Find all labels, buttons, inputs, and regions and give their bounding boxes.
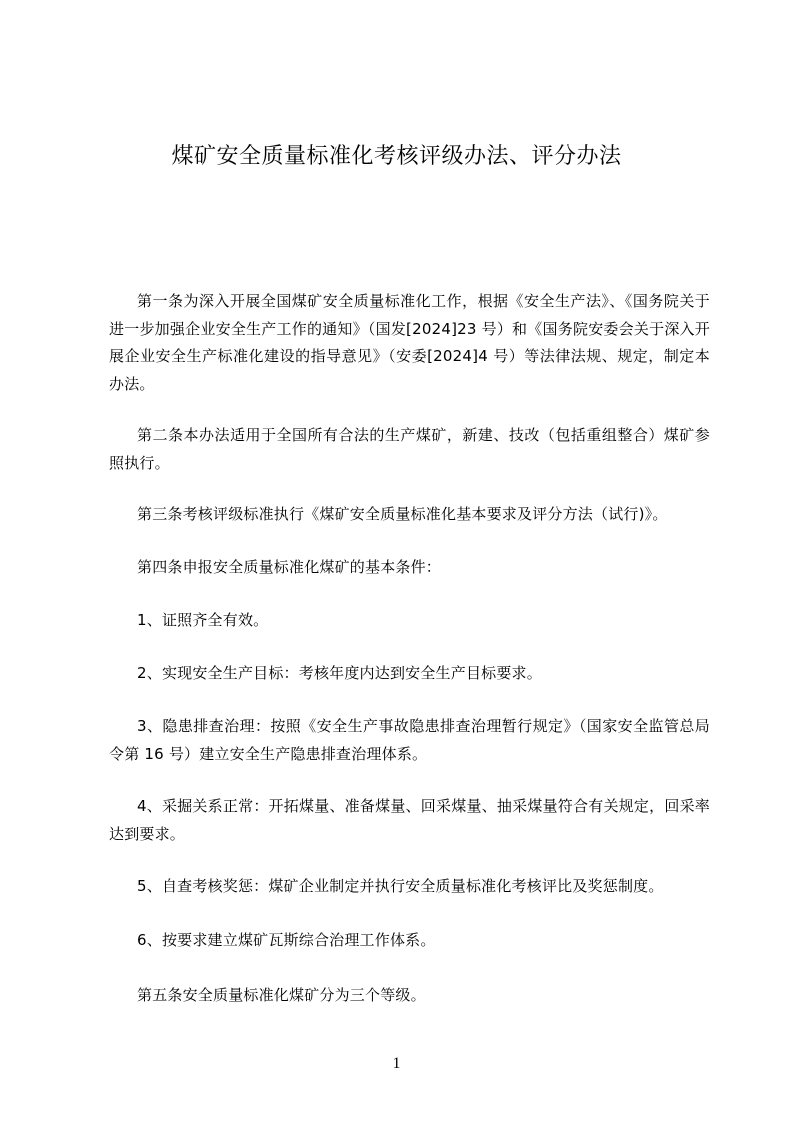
paragraph-article-3: 第三条考核评级标准执行《煤矿安全质量标准化基本要求及评分方法（试行)》。 bbox=[137, 505, 668, 523]
paragraph-article-1: 第一条为深入开展全国煤矿安全质量标准化工作，根据《安全生产法》、《国务院关于进一步加强企业安全生产工作的通知》（国发[2024]23 号）和《国务院安委会关于深入开展企业安全生产标准化建设的指导意见》（安委[2024]4 号）等法律法规、规定，制定本办法。 bbox=[109, 292, 710, 393]
list-item-condition-2: 2、实现安全生产目标：考核年度内达到安全生产目标要求。 bbox=[137, 664, 542, 682]
paragraph-article-4: 第四条申报安全质量标准化煤矿的基本条件： bbox=[137, 558, 442, 576]
list-item-condition-1: 1、证照齐全有效。 bbox=[137, 611, 269, 629]
document-title: 煤矿安全质量标准化考核评级办法、评分办法 bbox=[171, 144, 622, 169]
page-number: 1 bbox=[392, 1055, 401, 1072]
paragraph-article-5: 第五条安全质量标准化煤矿分为三个等级。 bbox=[137, 986, 426, 1004]
list-item-condition-4: 4、采掘关系正常：开拓煤量、准备煤量、回采煤量、抽采煤量符合有关规定，回采率达到要求。 bbox=[109, 797, 710, 843]
list-item-condition-3: 3、隐患排查治理：按照《安全生产事故隐患排查治理暂行规定》（国家安全监管总局令第 16 号）建立安全生产隐患排查治理体系。 bbox=[109, 717, 710, 763]
list-item-condition-6: 6、按要求建立煤矿瓦斯综合治理工作体系。 bbox=[137, 931, 436, 949]
list-item-condition-5: 5、自查考核奖惩：煤矿企业制定并执行安全质量标准化考核评比及奖惩制度。 bbox=[137, 877, 664, 895]
paragraph-article-2: 第二条本办法适用于全国所有合法的生产煤矿，新建、技改（包括重组整合）煤矿参照执行。 bbox=[109, 426, 710, 472]
